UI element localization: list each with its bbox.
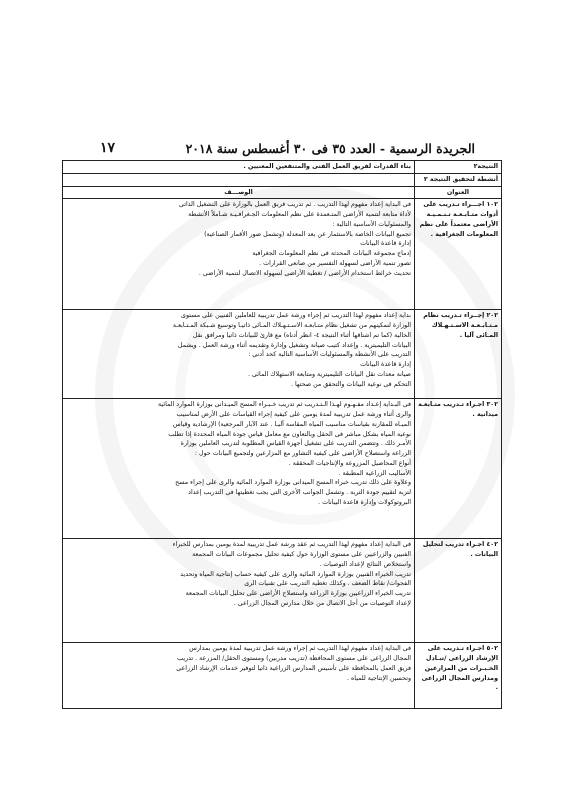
gazette-title: الجريدة الرسمية - العدد ٣٥ فى ٣٠ أغسطس سنة ٢٠١٨ — [185, 140, 475, 156]
description-line: أنواع المحاصيل المزروعة والإنتاجيات المحققة . — [288, 459, 411, 467]
description-line: فى البـداية إعـداد مفـهـوم لهـذا الـتـدريب ثم تدريب خـبـراء المسح الميـدانى بوزارة الموارد المائية — [158, 401, 411, 409]
activities-label-row — [63, 173, 502, 186]
activity-description — [63, 539, 415, 643]
description-line: الفنيين والزراعيين على مستوى الوزارة حول كيفية تحليل مجموعات البيانات المجمعة — [192, 551, 411, 558]
description-line: وعلاوة على ذلك تدريب خبراء المسح الميدانى بوزارة الموارد المائية والرى على إجراء مسح — [175, 479, 411, 487]
result-text: بناء القدرات لفريق العمل الفنى والمتنفعين المعنيين . — [63, 161, 415, 174]
description-line: نوعية المياه بشكل مباشر فى الحقل وبالتعاون مع معامل قياس جودة المياه المحددة إذا تطلب — [168, 430, 411, 438]
description-line: الوزارة لتمكينهم من تشغيل نظام متـابعـة الاسـتـهـلاك المـائى ذاتيـا وتوسيع شـبكة المـتـابعـة — [172, 322, 411, 329]
description-line: الفجوات/ نقاط الضعف . وكذلك تغطية التدريب على تقنيات الرى — [244, 580, 411, 588]
activity-description — [63, 199, 415, 310]
activities-label: أنشطة لتحقيق النتيجة ٢ — [415, 173, 502, 186]
description-line: تدريب الخبراء الفنيين بوزارة الموارد المائية والرى على كيفية حساب إنتاجية المياه وتحديد — [180, 570, 411, 578]
activity-title: ١٠٢ اجـــراء تـدريب على أدوات متـابـعـة تـنـمـيـة الأراضى معتمداً على نظم المعلومات الجغرافية . — [415, 199, 502, 310]
result-label: النتيجة٢ — [415, 161, 502, 174]
page-header — [100, 137, 475, 159]
description-line: بداية إعداد مفهوم لهذا التدريب ثم إجراء ورشة عمل تدريبية للعاملين الفنيين على مستوى — [181, 312, 411, 320]
description-line: فريق العمل بالمحافظة على تأسيس المدارس الزراعية ذاتيا لتوفير خدمات الإرشاد الزراعى — [176, 664, 411, 672]
description-line: تحديث خرائط استخدام الأراضى / تغطية الأراضى لسهولة الاتصال لتنمية الأراضى . — [198, 269, 411, 277]
description-line: والرى أثناء ورشة عمل تدريبية لمدة يومين على كيفية إجراء القياسات على الأرض لمناسيب — [176, 411, 411, 418]
activity-description — [63, 399, 415, 539]
description-line: فى البداية إعداد مفهوم لهذا التدريب ثم عقد ورشة عمل تدريبية لمدة يومين بمدارس للخبراء — [172, 541, 411, 549]
activities-label-empty — [63, 173, 415, 186]
table-row — [63, 399, 502, 539]
table-row — [63, 199, 502, 310]
description-line: المجال الزراعى على مستوى المحافظة (تدريب مدربين) ومستوى الحقل/ المزرعة . تدريب — [177, 655, 411, 662]
description-line: الأمـر ذلك . وتتضمن التدريب على تشغيل أجهزة القياس المطلوبة لتدريب العاملين بوزارة — [180, 440, 411, 448]
description-line: صيانة معدات نقل البيانات التليميترية ومتابعة الاستهلاك المائى . — [248, 370, 411, 378]
activity-title: ٤٠٢ اجـراء تدريب لتحليل البيانات . — [415, 539, 502, 643]
description-line: واستخلاص النتائج لإعداد التوصيات . — [319, 560, 411, 568]
description-line: البروتوكولات وإدارة قاعدة البيانات . — [318, 498, 411, 506]
col-title-header: العنوان — [415, 186, 502, 199]
activity-description — [63, 310, 415, 399]
activity-title: ٣٠٢ اجـراء تـدريب متـابعـة ميدانية . — [415, 399, 502, 539]
description-line: تجميع البيانات الخاصة بالاستثمار عن بعد المعدلة (وتشمل صور الأقمار الصناعية) — [204, 230, 411, 238]
activity-title: ٢٠٢ إجــراء تـدريب نظام مـتـابـعـة الاسـتـهـلاك المـائى آليا . — [415, 310, 502, 399]
description-line: الأساليب الزراعية المطبقة . — [338, 469, 411, 477]
table-row — [63, 643, 502, 709]
description-line: إدارة قاعدة البيانات — [360, 361, 411, 368]
description-line: تصور تنمية الأراضى لسهولة التفسير من صانعى القرارات . — [259, 259, 411, 267]
description-line: فى البداية إعداد مفهوم لهذا التدريب . ثم تدريب فريق العمل بالوزارة على التشغيل الذاتى — [179, 201, 411, 209]
description-line: الزراعة واستصلاح الأراضى على كيفية التشاور مع المزارعين ولتجميع البيانات حول : — [194, 450, 411, 457]
description-line: التدريب على الأنشطة والمسئوليات الأساسية التالية كحد أدنى : — [248, 351, 411, 359]
description-line: التحكم فى نوعية البيانات والتحقق من صحتها . — [290, 380, 411, 388]
description-line: إدارة قاعدة البيانات — [360, 240, 411, 248]
description-line: لإعداد التوصيات من أجل الاتصال من خلال مدارس المجال الزراعى . — [233, 599, 411, 607]
description-line: إدماج مجموعة البيانات المحدثة فى نظم المعلومات الجغرافية — [252, 250, 411, 257]
description-line: والمسئوليات الأساسية التالية : — [332, 220, 411, 228]
description-line: لتربة لتقييم جودة التربة . وتشمل الجوانب الأخرى التى يجب تغطيتها فى التدريب إعداد — [188, 489, 411, 496]
description-line: البيانات التليميترية . وإعداد كتيب صيانة وتشغيل وإدارة وتقديمه أثناء ورشة العمل . ويشمل — [177, 341, 411, 349]
col-description-header: الوصـــف — [63, 186, 415, 199]
column-header-row — [63, 186, 502, 199]
activities-table — [62, 160, 502, 709]
table-row — [63, 539, 502, 643]
description-line: فى البداية إعداد مفهوم لهذا التدريب ثم إجراء ورشة عمل تدريبية لمدة يومين بمدارس — [189, 645, 411, 653]
table-row — [63, 310, 502, 399]
description-line: الحالية (كما تم اشتاقها أثناء النتيجة ٤- انظر أدناه) مع قارئ للبيانات ذاتيا ومرافق نقل — [192, 331, 411, 339]
description-line: وتحسين الإنتاجية للمياه . — [346, 674, 411, 682]
result-row — [63, 161, 502, 174]
activity-title: ٥٠٢ اجـراء تـدريب على الإرشاد الزراعى /تبـادل الخـبـرات من المزارعين ومدارس المجال الزراعى . — [415, 643, 502, 709]
activity-description — [63, 643, 415, 709]
description-line: لأداة متابعة لتنمية الأراضى المتـعمدة على نظم المعلومات الجـغرافـيـة شـاملاً الأنشطة — [188, 211, 411, 218]
page-number: ١٧ — [100, 140, 116, 156]
description-line: تدريب الخبراء الزراعيين بوزارة الزراعة واستصلاح الأراضى على تحليل البيانات المجمعة — [185, 590, 411, 597]
description-line: الميـاه للمقارنة بقياسات مناسيب المياه المقاسة آليـا . عند الآبار المرجعية) الإرشادية وقياس — [173, 420, 411, 428]
